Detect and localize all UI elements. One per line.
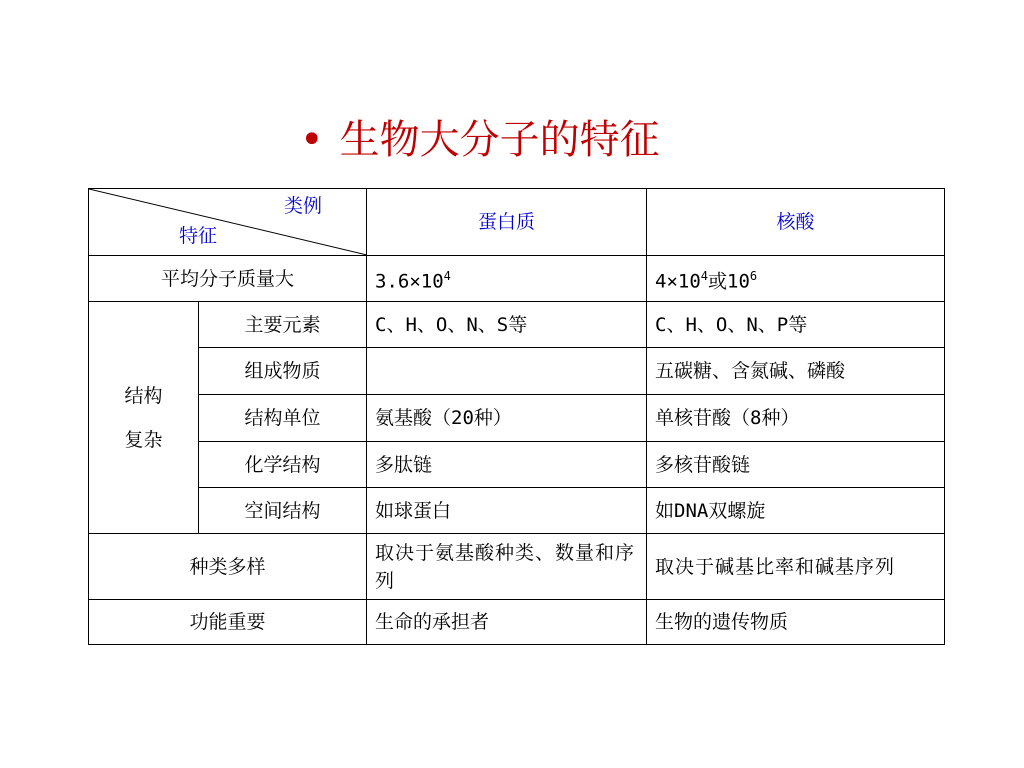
cell-protein-diversity: 取决于氨基酸种类、数量和序列	[367, 534, 647, 600]
row-label-function: 功能重要	[89, 600, 367, 645]
cell-nucleic-chemical: 多核苷酸链	[647, 442, 945, 488]
cell-protein-function: 生命的承担者	[367, 600, 647, 645]
header-nucleic-acid: 核酸	[647, 189, 945, 256]
cell-nucleic-function: 生物的遗传物质	[647, 600, 945, 645]
cell-protein-units: 氨基酸（20种）	[367, 395, 647, 442]
corner-diagonal	[89, 189, 367, 255]
header-row	[89, 189, 945, 256]
row-label-components: 组成物质	[199, 348, 367, 395]
row-label-chemical: 化学结构	[199, 442, 367, 488]
table-row-diversity	[89, 534, 945, 600]
row-label-mass: 平均分子质量大	[89, 256, 367, 302]
corner-header-cell	[89, 189, 367, 256]
table-row-mass	[89, 256, 945, 302]
row-label-elements: 主要元素	[199, 302, 367, 348]
cell-protein-mass	[367, 256, 647, 302]
mass-nucleic-mid: 或10	[708, 270, 750, 293]
cell-protein-elements: C、H、O、N、S等	[367, 302, 647, 348]
features-table	[88, 188, 945, 645]
mass-protein-base: 3.6×10	[375, 270, 444, 293]
corner-label-category: 类例	[283, 195, 322, 217]
cell-nucleic-mass	[647, 256, 945, 302]
group-label-line2: 复杂	[124, 428, 163, 451]
table-row-units	[89, 395, 945, 442]
header-protein: 蛋白质	[367, 189, 647, 256]
slide-title	[300, 108, 660, 165]
cell-protein-spatial: 如球蛋白	[367, 488, 647, 534]
table-row-elements	[89, 302, 945, 348]
table-row-spatial	[89, 488, 945, 534]
mass-nucleic-exp2: 6	[749, 268, 758, 283]
table-row-components	[89, 348, 945, 395]
row-label-spatial: 空间结构	[199, 488, 367, 534]
cell-nucleic-spatial: 如DNA双螺旋	[647, 488, 945, 534]
cell-nucleic-elements: C、H、O、N、P等	[647, 302, 945, 348]
bullet-icon: •	[300, 117, 324, 163]
table-row-chemical	[89, 442, 945, 488]
table-row-function	[89, 600, 945, 645]
cell-protein-components	[367, 348, 647, 395]
title-text: 生物大分子的特征	[339, 117, 660, 163]
group-label-structure	[89, 302, 199, 534]
cell-nucleic-components: 五碳糖、含氮碱、磷酸	[647, 348, 945, 395]
cell-nucleic-units: 单核苷酸（8种）	[647, 395, 945, 442]
cell-nucleic-diversity: 取决于碱基比率和碱基序列	[647, 534, 945, 600]
row-label-diversity: 种类多样	[89, 534, 367, 600]
row-label-units: 结构单位	[199, 395, 367, 442]
corner-label-feature: 特征	[179, 225, 218, 247]
mass-nucleic-exp1: 4	[700, 268, 708, 283]
mass-protein-exp: 4	[443, 268, 451, 283]
mass-nucleic-base1: 4×10	[655, 270, 701, 293]
group-label-line1: 结构	[124, 384, 163, 407]
cell-protein-chemical: 多肽链	[367, 442, 647, 488]
